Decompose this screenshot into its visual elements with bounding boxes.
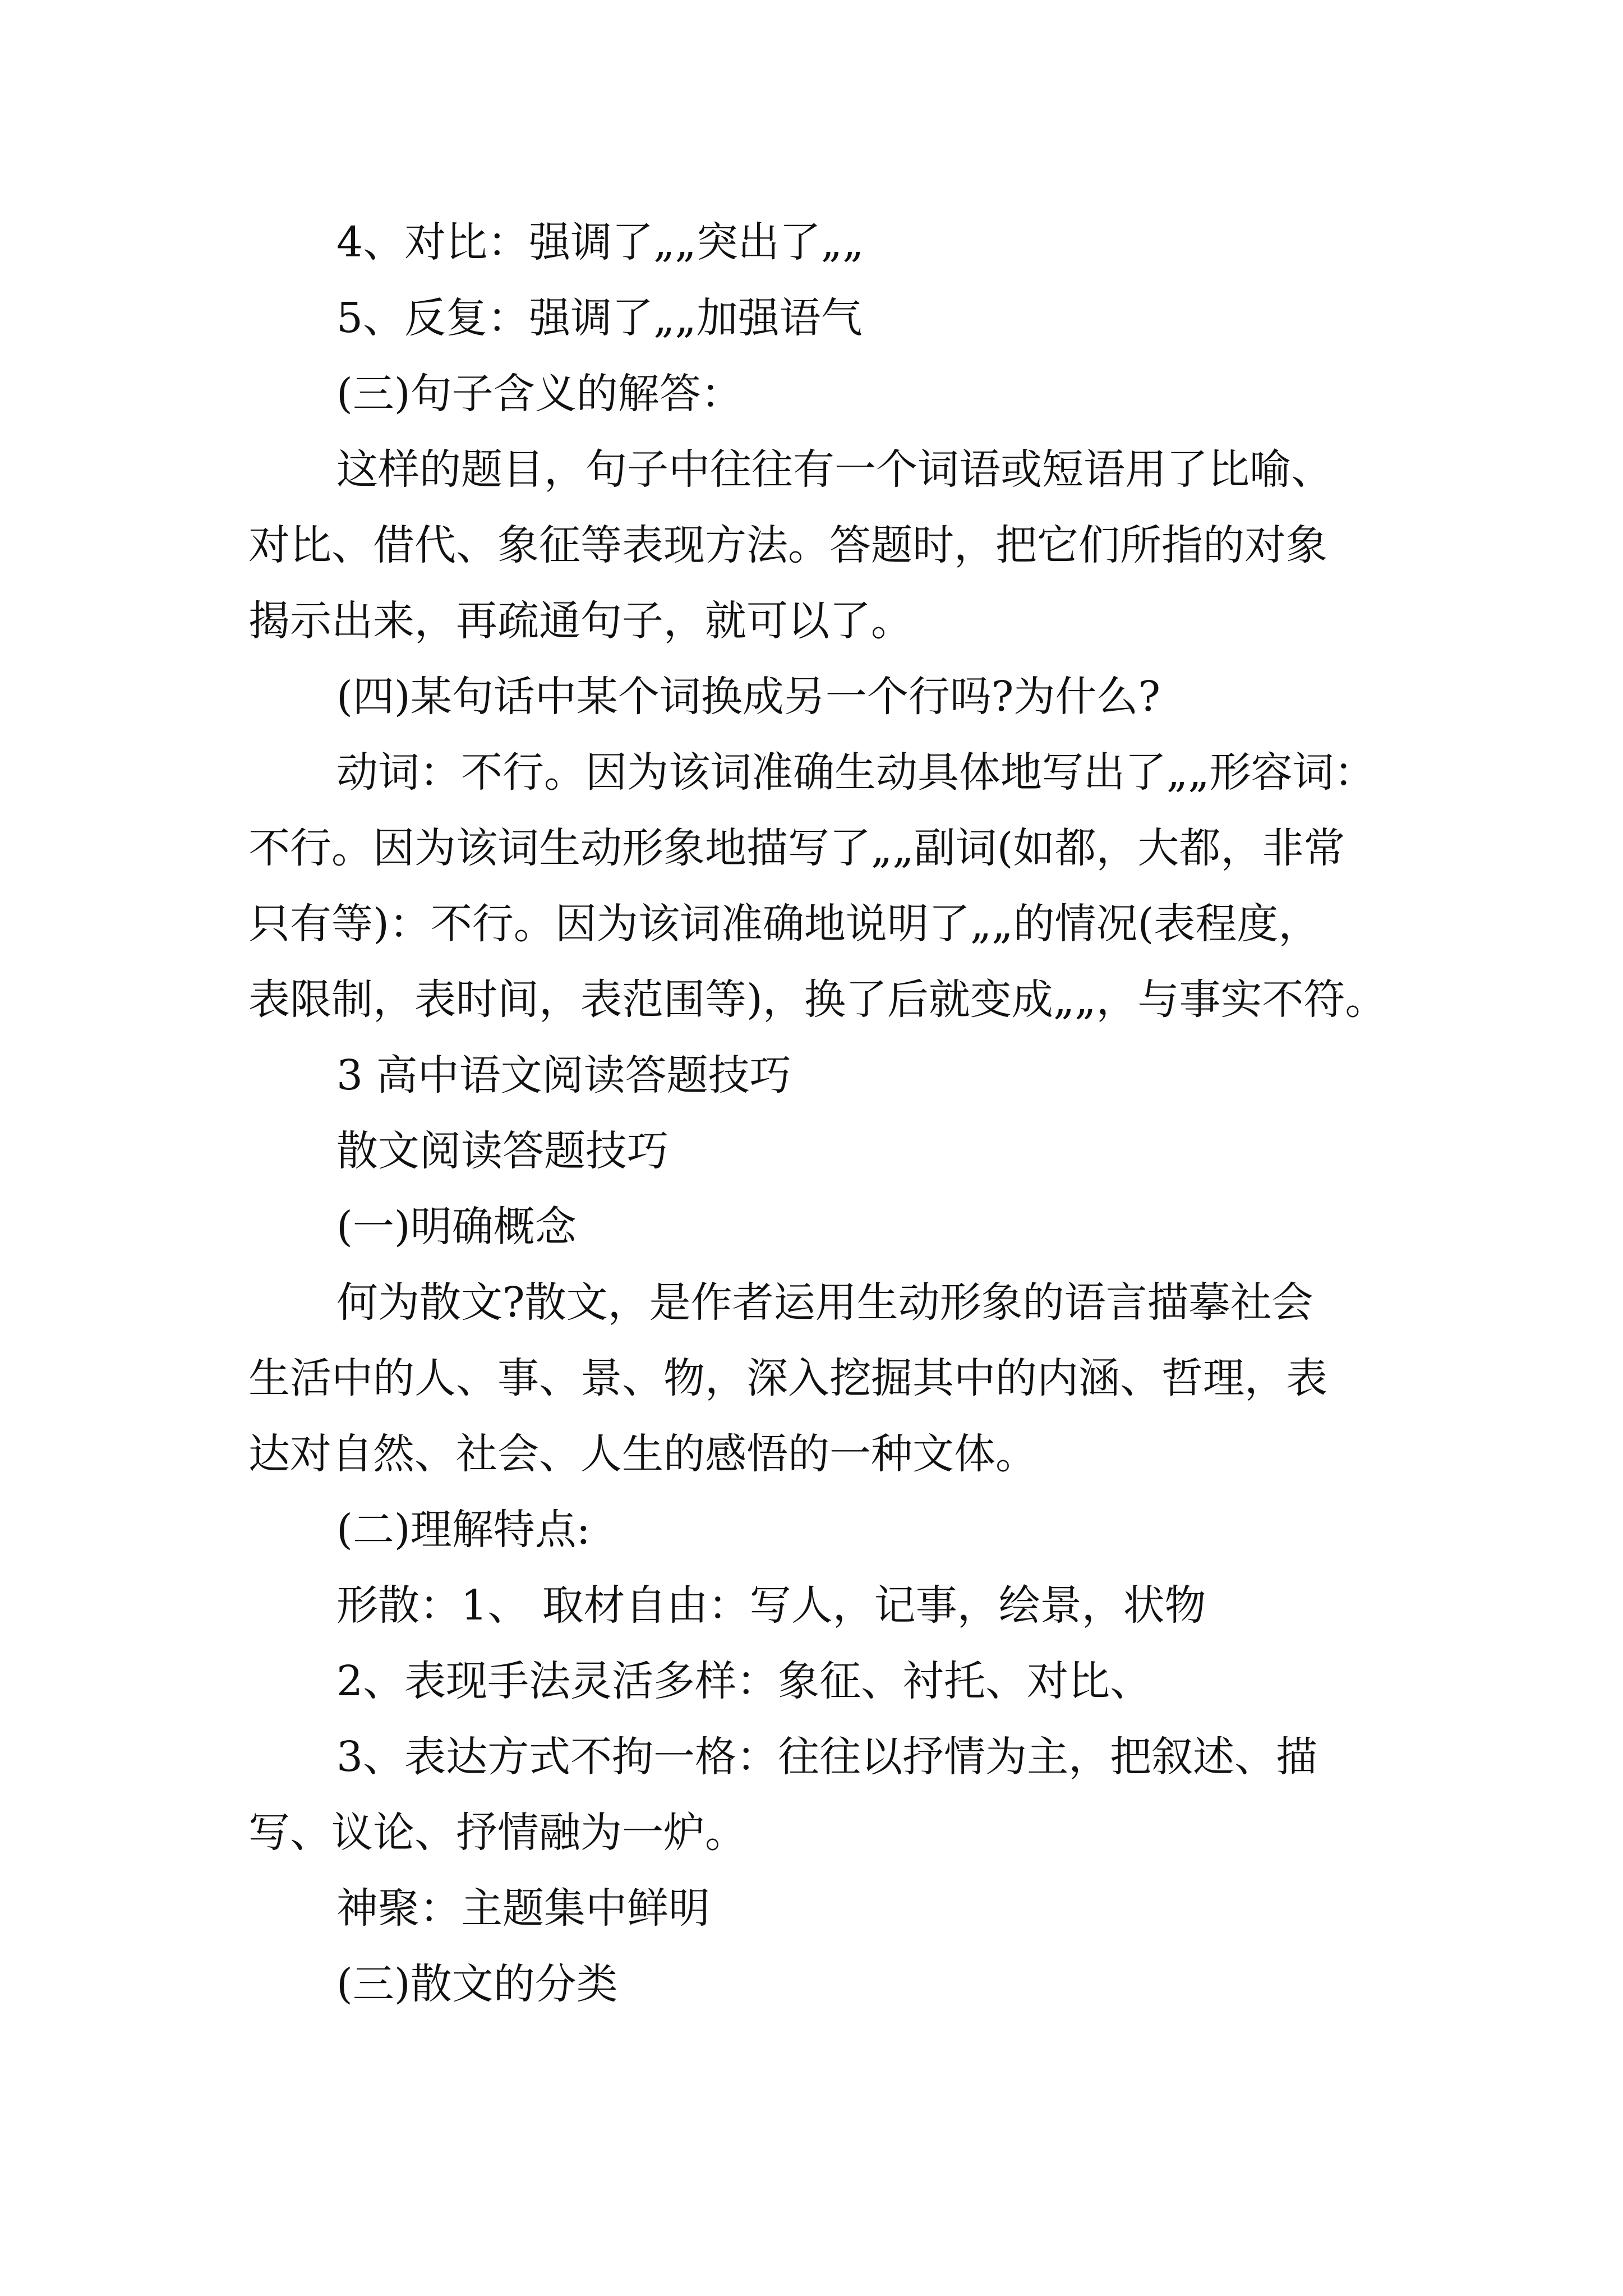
text-line: 神聚：主题集中鲜明 — [336, 1884, 710, 1932]
text-line: 生活中的人、事、景、物，深入挖掘其中的内涵、哲理，表 — [248, 1354, 1327, 1402]
text-line: 表限制，表时间，表范围等)，换了后就变成„„，与事实不符。 — [248, 976, 1387, 1024]
text-line: 这样的题目，句子中往往有一个词语或短语用了比喻、 — [336, 445, 1332, 494]
section-heading: (一)明确概念 — [336, 1203, 577, 1251]
text-line: 何为散文?散文，是作者运用生动形象的语言描摹社会 — [336, 1278, 1313, 1327]
text-line: 对比、借代、象征等表现方法。答题时，把它们所指的对象 — [248, 521, 1327, 569]
text-line: 4、对比：强调了„„突出了„„ — [336, 218, 864, 266]
text-line: 达对自然、社会、人生的感悟的一种文体。 — [248, 1430, 1037, 1478]
section-heading: (四)某句话中某个词换成另一个行吗?为什么? — [336, 673, 1161, 721]
text-line: 3、表达方式不拘一格：往往以抒情为主，把叙述、描 — [336, 1733, 1318, 1781]
section-title: 3 高中语文阅读答题技巧 — [336, 1051, 791, 1099]
text-line: 动词：不行。因为该词准确生动具体地写出了„„形容词： — [336, 748, 1376, 797]
text-line: 2、表现手法灵活多样：象征、衬托、对比、 — [336, 1657, 1152, 1705]
text-line: 写、议论、抒情融为一炉。 — [248, 1809, 746, 1857]
section-heading: (二)理解特点: — [336, 1506, 591, 1554]
section-subtitle: 散文阅读答题技巧 — [336, 1127, 668, 1175]
text-line: 不行。因为该词生动形象地描写了„„副词(如都，大都，非常 — [248, 824, 1345, 872]
text-line: 5、反复：强调了„„加强语气 — [336, 294, 863, 342]
section-heading: (三)句子含义的解答： — [336, 370, 743, 418]
text-line: 形散：1、 取材自由：写人，记事，绘景，状物 — [336, 1581, 1206, 1630]
text-line: 只有等)：不行。因为该词准确地说明了„„的情况(表程度， — [248, 900, 1320, 948]
section-heading: (三)散文的分类 — [336, 1960, 618, 2008]
text-line: 揭示出来，再疏通句子，就可以了。 — [248, 597, 912, 645]
